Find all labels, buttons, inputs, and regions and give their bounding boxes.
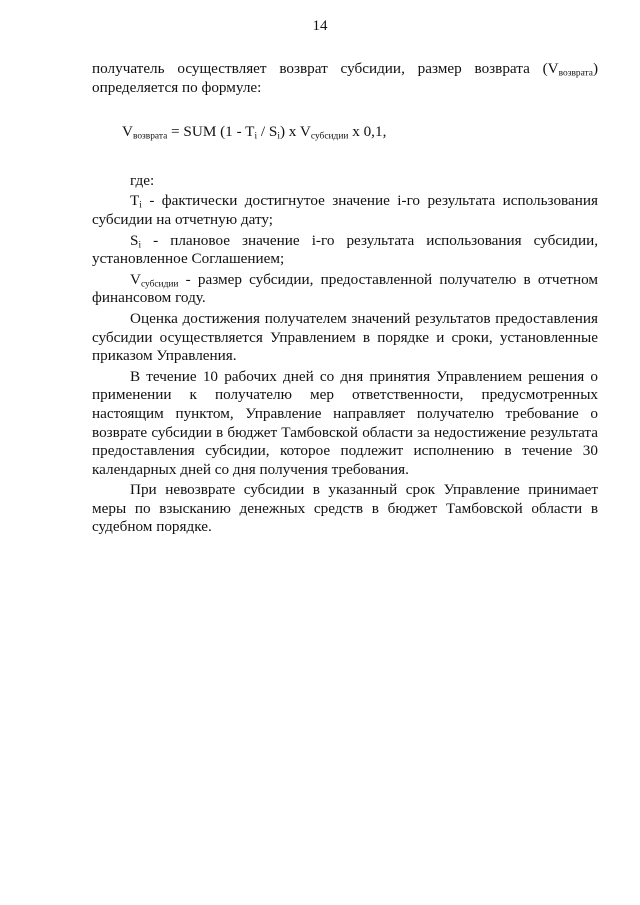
document-body (92, 60, 598, 537)
paragraph-ten-days: В течение 10 рабочих дней со дня принятия Управлением решения о применении к получателю мер ответственности, предусмотренных настоящим пунктом, Управление направляет получателю требование о возврате субсидии в бюджет Тамбовской области за недостижение результата предоставления субсидии, которое подлежит исполнению в течение 30 календарных дней со дня получения требования. (92, 367, 598, 478)
definition-t: $T_i$ - фактически достигнутое значение i-го результата использования субсидии на отчетную дату; (92, 192, 598, 228)
where-label: где: (130, 171, 155, 189)
formula: $V_{возврата}$ = SUM $(1 - T_i / S_i)$ x $V_{субсидии}$ x 0,1, (122, 123, 387, 142)
paragraph-intro: получатель осуществляет возврат субсидии, размер возврата $(V_{возврата})$ определяется по формуле: (92, 60, 598, 96)
page-number: 14 (312, 18, 328, 34)
definition-s: $S_i$ - плановое значение i-го результата использования субсидии, установленное Соглашением; (92, 231, 598, 268)
paragraph-assessment: Оценка достижения получателем значений результатов предоставления субсидии осуществляется Управлением в порядке и сроки, установленные приказом Управления. (92, 309, 598, 365)
paragraph-non-return: При невозврате субсидии в указанный срок Управление принимает меры по взысканию денежных средств в бюджет Тамбовской области в судебном порядке. (92, 481, 598, 536)
definition-v: $V_{субсидии}$ - размер субсидии, предоставленной получателю в отчетном финансовом году. (92, 270, 598, 307)
